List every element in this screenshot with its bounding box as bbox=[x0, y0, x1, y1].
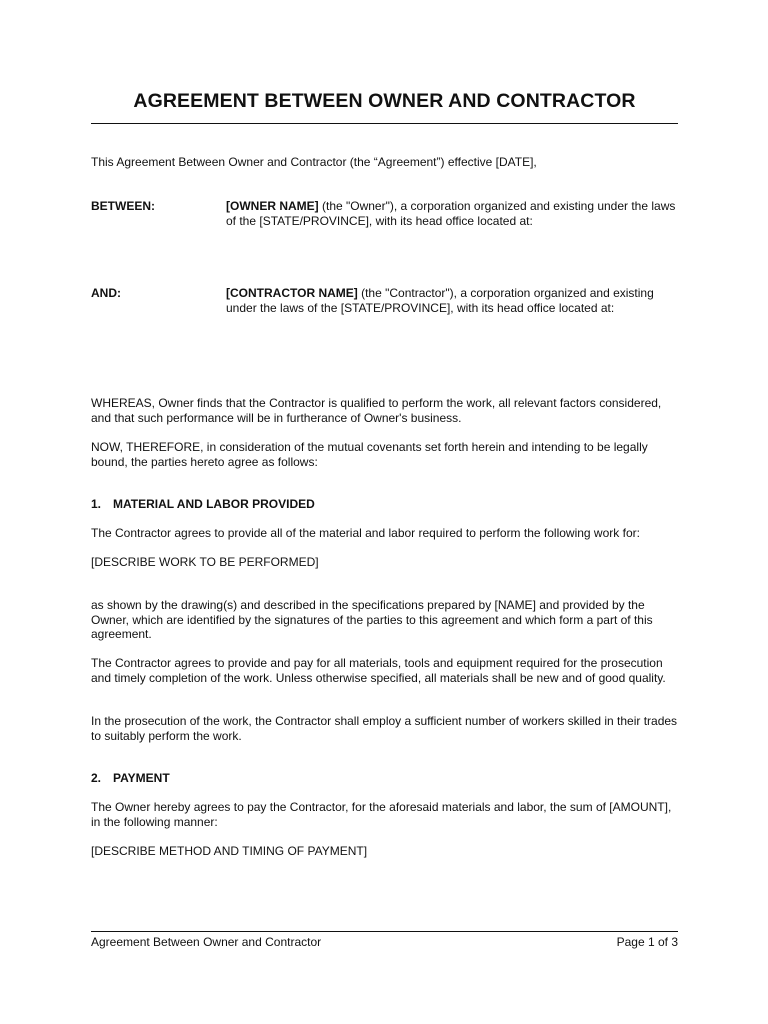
section-1-paragraph-3: as shown by the drawing(s) and described in the specifications prepared by [NAME] and provided by the Owner, which are identified by the signatures of the parties to this agreement and which form a part of this agreement. bbox=[91, 598, 653, 641]
section-1-number: 1. bbox=[91, 497, 102, 511]
section-1-heading bbox=[91, 497, 315, 512]
section-1-paragraph-1: The Contractor agrees to provide all of the material and labor required to perform the following work for: bbox=[91, 526, 640, 540]
section-2-payment-placeholder: [DESCRIBE METHOD AND TIMING OF PAYMENT] bbox=[91, 844, 368, 858]
intro-paragraph: This Agreement Between Owner and Contractor (the “Agreement”) effective [DATE], bbox=[91, 155, 537, 169]
section-1-work-placeholder: [DESCRIBE WORK TO BE PERFORMED] bbox=[91, 555, 319, 569]
owner-name-placeholder: [OWNER NAME] bbox=[226, 199, 319, 213]
title-divider bbox=[91, 123, 678, 124]
section-1-paragraph-5: In the prosecution of the work, the Contractor shall employ a sufficient number of workers skilled in their trades to suitably perform the work. bbox=[91, 714, 678, 743]
document-title: AGREEMENT BETWEEN OWNER AND CONTRACTOR bbox=[133, 90, 636, 112]
contractor-party-description: (the "Contractor"), a corporation organized and existing under the laws of the [STATE/PROVINCE], with its head office located at: bbox=[226, 286, 654, 315]
footer-document-title: Agreement Between Owner and Contractor bbox=[91, 935, 322, 949]
section-1-paragraph-4: The Contractor agrees to provide and pay for all materials, tools and equipment required for the prosecution and timely completion of the work. Unless otherwise specified, all materials shall be new and of good quality. bbox=[91, 656, 666, 685]
section-1-title: MATERIAL AND LABOR PROVIDED bbox=[113, 497, 315, 511]
footer-page-number: Page 1 of 3 bbox=[616, 935, 678, 949]
and-label: AND: bbox=[91, 286, 121, 300]
section-2-heading bbox=[91, 771, 170, 786]
section-2-paragraph-1: The Owner hereby agrees to pay the Contractor, for the aforesaid materials and labor, the sum of [AMOUNT], in the following manner: bbox=[91, 800, 672, 829]
contractor-party-text bbox=[226, 286, 681, 315]
owner-party-description: (the "Owner"), a corporation organized and existing under the laws of the [STATE/PROVINCE], with its head office located at: bbox=[226, 199, 676, 228]
owner-party-text bbox=[226, 199, 681, 228]
section-2-number: 2. bbox=[91, 771, 102, 785]
contractor-name-placeholder: [CONTRACTOR NAME] bbox=[226, 286, 358, 300]
between-label: BETWEEN: bbox=[91, 199, 155, 213]
whereas-paragraph: WHEREAS, Owner finds that the Contractor is qualified to perform the work, all relevant factors considered, and that such performance will be in furtherance of Owner's business. bbox=[91, 396, 662, 425]
now-therefore-paragraph: NOW, THEREFORE, in consideration of the mutual covenants set forth herein and intending to be legally bound, the parties hereto agree as follows: bbox=[91, 440, 648, 469]
section-2-title: PAYMENT bbox=[113, 771, 170, 785]
footer-divider bbox=[91, 931, 678, 932]
